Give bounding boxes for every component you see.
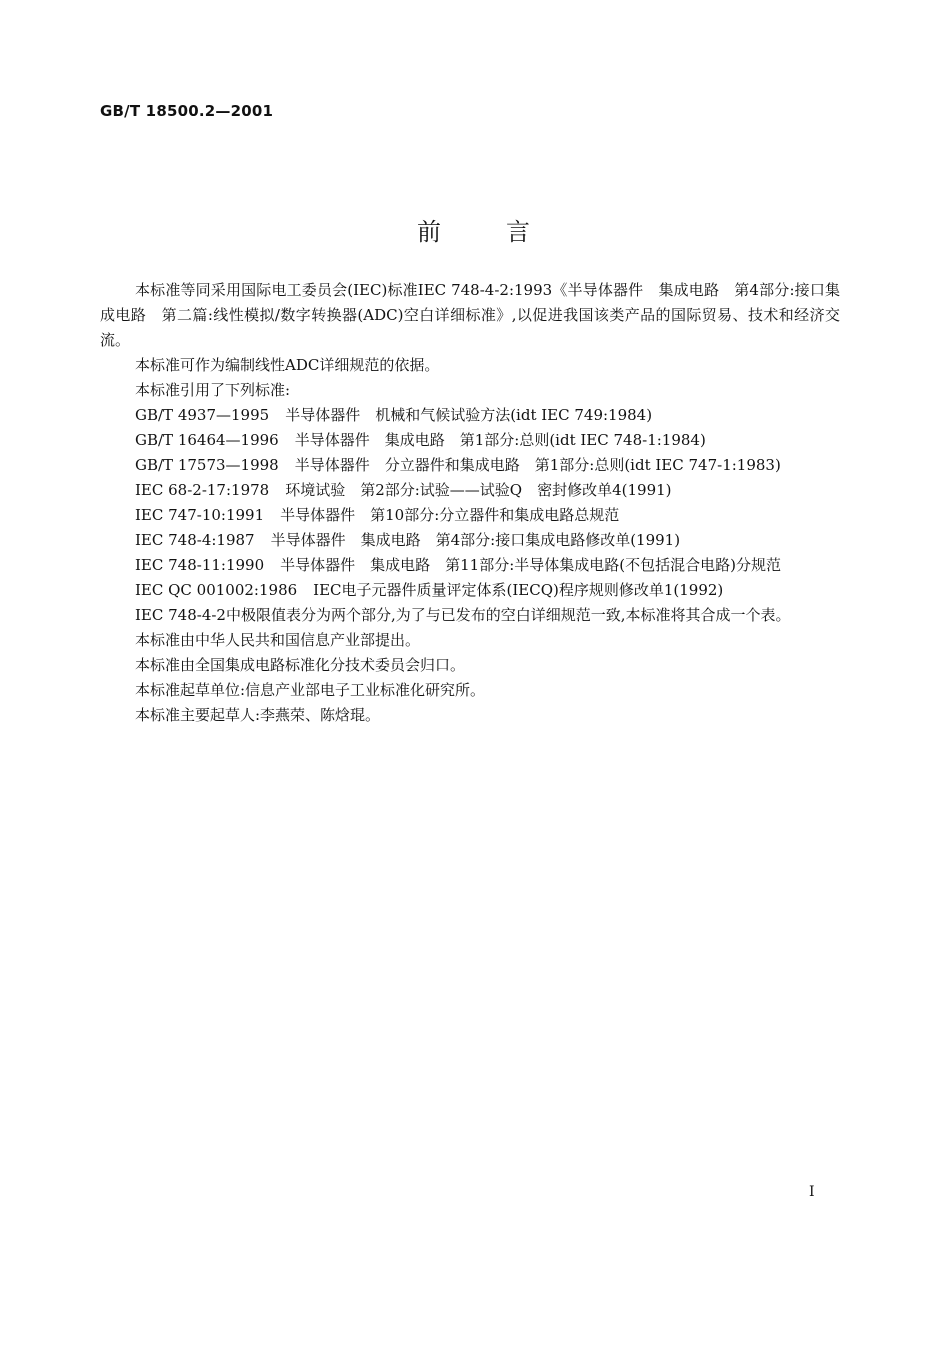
reference-code: GB/T 4937—1995 (135, 406, 270, 424)
page-number: I (809, 1184, 815, 1200)
paragraph-references-intro: 本标准引用了下列标准: (135, 381, 291, 399)
reference-item (100, 528, 840, 553)
paragraph-drafting-unit: 本标准起草单位:信息产业部电子工业标准化研究所。 (135, 681, 486, 699)
reference-title: 半导体器件 集成电路 第4部分:接口集成电路修改单(1991) (270, 531, 681, 549)
reference-title: 半导体器件 第10部分:分立器件和集成电路总规范 (280, 506, 620, 524)
paragraph-basis: 本标准可作为编制线性ADC详细规范的依据。 (135, 356, 440, 374)
reference-code: IEC 68-2-17:1978 (135, 481, 270, 499)
paragraph-managed-by: 本标准由全国集成电路标准化分技术委员会归口。 (135, 656, 466, 674)
reference-item (100, 478, 840, 503)
paragraph-drafters: 本标准主要起草人:李燕荣、陈焓琨。 (135, 706, 381, 724)
standard-code: GB/T 18500.2—2001 (100, 102, 274, 120)
reference-item (100, 403, 840, 428)
reference-item (100, 428, 840, 453)
paragraph-proposed-by: 本标准由中华人民共和国信息产业部提出。 (135, 631, 421, 649)
reference-list (100, 403, 840, 603)
foreword-body (100, 278, 840, 728)
reference-code: IEC 748-11:1990 (135, 556, 265, 574)
reference-code: GB/T 16464—1996 (135, 431, 279, 449)
reference-title: 环境试验 第2部分:试验——试验Q 密封修改单4(1991) (285, 481, 672, 499)
reference-title: 半导体器件 集成电路 第11部分:半导体集成电路(不包括混合电路)分规范 (280, 556, 781, 574)
reference-title: 半导体器件 分立器件和集成电路 第1部分:总则(idt IEC 747-1:1983) (294, 456, 781, 474)
reference-item (100, 553, 840, 578)
reference-code: IEC QC 001002:1986 (135, 581, 298, 599)
reference-title: IEC电子元器件质量评定体系(IECQ)程序规则修改单1(1992) (313, 581, 724, 599)
page-title (0, 212, 950, 247)
title-char-2: 言 (506, 218, 533, 246)
reference-item (100, 578, 840, 603)
paragraph-limits-table: IEC 748-4-2中极限值表分为两个部分,为了与已发布的空白详细规范一致,本标准将其合成一个表。 (135, 606, 791, 624)
title-char-1: 前 (417, 218, 444, 246)
reference-title: 半导体器件 集成电路 第1部分:总则(idt IEC 748-1:1984) (294, 431, 706, 449)
reference-title: 半导体器件 机械和气候试验方法(idt IEC 749:1984) (285, 406, 653, 424)
reference-code: IEC 748-4:1987 (135, 531, 255, 549)
reference-item (100, 453, 840, 478)
reference-item (100, 503, 840, 528)
reference-code: IEC 747-10:1991 (135, 506, 265, 524)
reference-code: GB/T 17573—1998 (135, 456, 279, 474)
paragraph-adoption: 本标准等同采用国际电工委员会(IEC)标准IEC 748-4-2:1993《半导体器件 集成电路 第4部分:接口集成电路 第二篇:线性模拟/数字转换器(ADC)空白详细标准》,以促进我国该类产品的国际贸易、技术和经济交流。 (100, 281, 840, 349)
